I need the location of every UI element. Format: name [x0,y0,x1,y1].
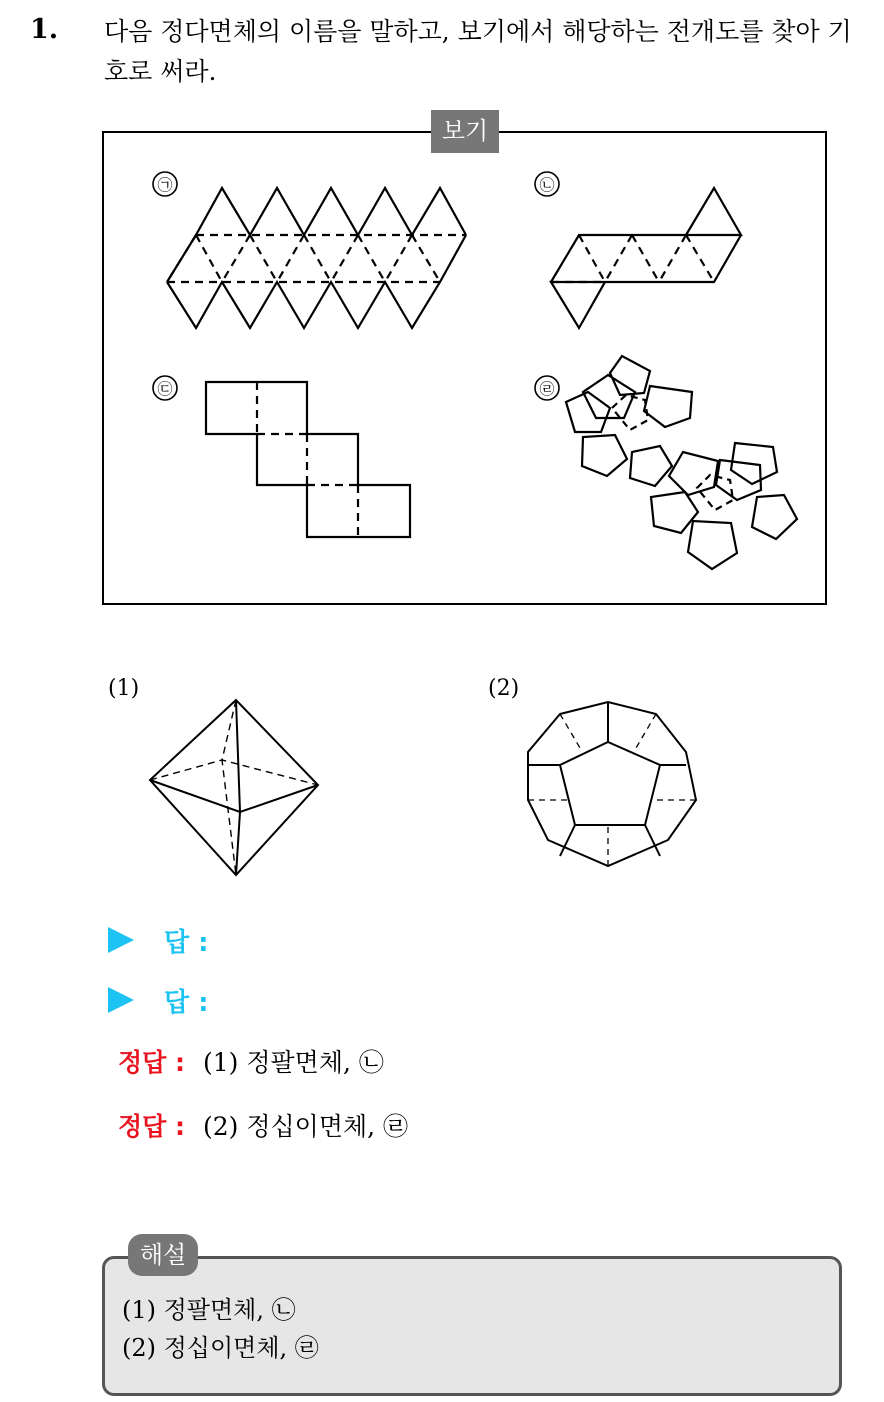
correct-answer-2 [108,1105,408,1145]
arrow-marker-icon [108,987,134,1013]
question-text: 다음 정다면체의 이름을 말하고, 보기에서 해당하는 전개도를 찾아 기호로 써라. [104,17,852,86]
question-number: 1. [30,14,59,45]
answer-blank-label: 답 : [164,927,209,958]
option-d: ㉣ [539,380,555,398]
explanation-label: 해설 [128,1234,198,1276]
correct-answer-text: (1) 정팔면체, ㉡ [203,1048,384,1077]
figure-2-label: (2) [488,676,520,701]
net-cube [206,382,410,537]
option-b: ㉡ [539,176,555,194]
net-dodecahedron [566,356,797,569]
dodecahedron-figure [528,702,696,866]
figure-1-label: (1) [108,676,140,701]
option-a: ㉠ [157,176,173,194]
octahedron-figure [150,700,318,875]
answer-blank-2 [108,980,209,1020]
explanation-line-2: (2) 정십이면체, ㉣ [122,1334,319,1362]
arrow-marker-icon [108,927,134,953]
example-box-border [103,132,826,604]
net-icosahedron [167,188,466,328]
option-markers [153,172,559,400]
option-c: ㉢ [157,380,173,398]
correct-answer-label: 정답 : [118,1048,186,1077]
correct-answer-label: 정답 : [118,1112,186,1141]
example-box-label: 보기 [431,110,499,153]
correct-answer-text: (2) 정십이면체, ㉣ [203,1112,409,1141]
answer-blank-1 [108,920,209,960]
correct-answer-1 [108,1041,384,1081]
explanation-box [102,1256,842,1396]
answer-blank-label: 답 : [164,987,209,1018]
net-octahedron [551,188,741,328]
explanation-line-1: (1) 정팔면체, ㉡ [122,1296,296,1324]
